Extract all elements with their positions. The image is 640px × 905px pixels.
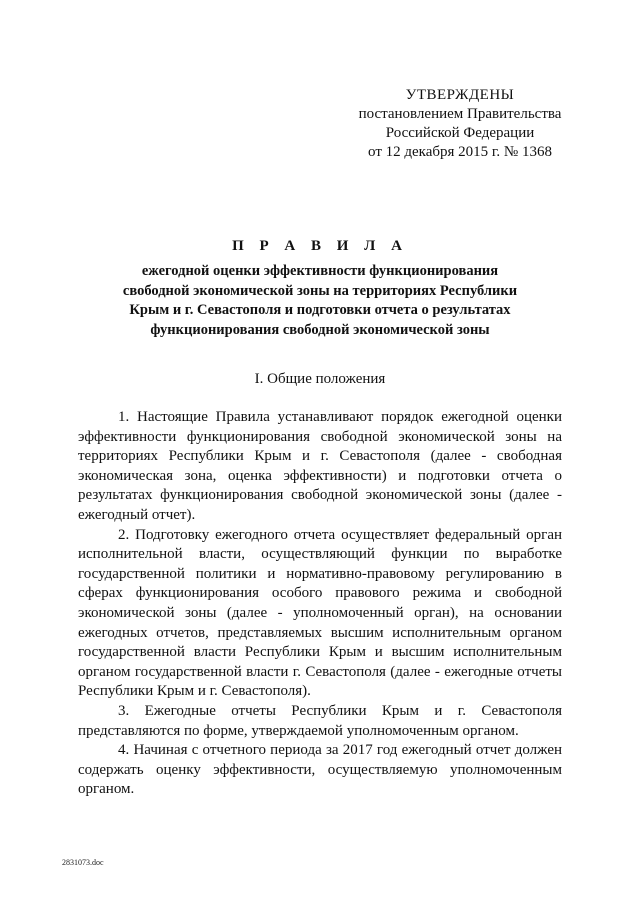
section-heading: I. Общие положения: [254, 371, 386, 387]
paragraph-2: 2. Подготовку ежегодного отчета осуществляет федеральный орган исполнительной власти, осуществляющий функции по выработке государственной политики и нормативно-правовому регулированию в сферах функционирования особого правового режима и свободной экономической зоны (далее - уполномоченный орган), на основании ежегодных отчетов, представляемых высшим исполнительным органом государственной власти Республики Крым и высшим исполнительным органом государственной власти г. Севастополя (далее - ежегодные отчеты Республики Крым и г. Севастополя).: [78, 526, 562, 700]
paragraph-3: 3. Ежегодные отчеты Республики Крым и г. Севастополя представляются по форме, утверждаемой уполномоченным органом.: [78, 702, 562, 739]
paragraph-1: 1. Настоящие Правила устанавливают порядок ежегодной оценки эффективности функционирования свободной экономической зоны на территориях Республики Крым и г. Севастополя (далее - свободная экономическая зона, оценка эффективности) и подготовки отчета о результатах функционирования свободной экономической зоны (далее - ежегодный отчет).: [78, 409, 562, 523]
section-body: [78, 408, 562, 800]
approval-title: УТВЕРЖДЕНЫ: [405, 87, 515, 103]
approval-block: [340, 86, 580, 162]
approval-line-2: Российской Федерации: [385, 125, 535, 141]
approval-line-1: постановлением Правительства: [358, 106, 562, 122]
paragraph-4: 4. Начиная с отчетного периода за 2017 год ежегодный отчет должен содержать оценку эффективности, осуществляемую уполномоченным органом.: [78, 742, 562, 798]
approval-line-3: от 12 декабря 2015 г. № 1368: [368, 144, 552, 160]
file-id: 2831073.doc: [62, 858, 104, 867]
document-subtitle: ежегодной оценки эффективности функционирования свободной экономической зоны на территориях Республики Крым и г. Севастополя и подготовки отчета о результатах функционирования свободной экономической зоны: [122, 263, 518, 338]
document-title: П Р А В И Л А: [232, 238, 408, 254]
